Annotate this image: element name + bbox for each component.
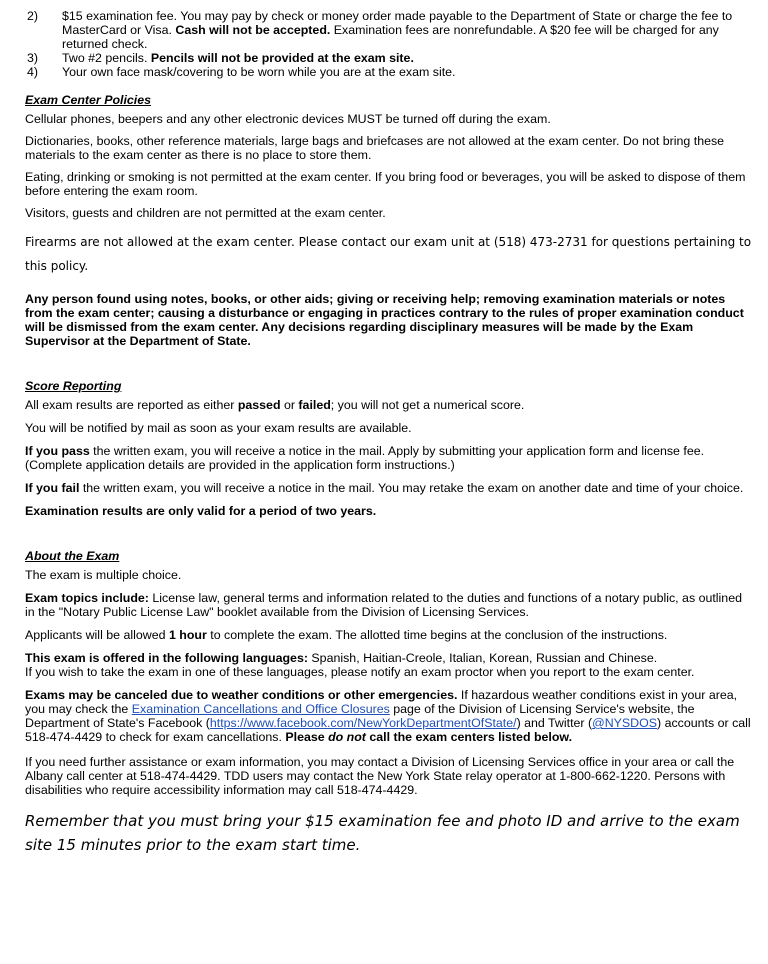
score-validity: Examination results are only valid for a period of two years. [25, 504, 377, 518]
score-fail: If you fail the written exam, you will receive a notice in the mail. You may retake the exam on another date and time of your choice. [25, 481, 744, 495]
facebook-link[interactable]: https://www.facebook.com/NewYorkDepartmentOfState/ [209, 716, 517, 730]
requirement-item: 3) Two #2 pencils. Pencils will not be provided at the exam site. [27, 51, 414, 65]
section-heading-exam-center: Exam Center Policies [25, 93, 152, 107]
requirements-list [25, 9, 753, 79]
policy-conduct: Any person found using notes, books, or other aids; giving or receiving help; removing examination materials or notes from the exam center; causing a disturbance or engaging in practices contrary to the rules of proper examination conduct will be dismissed from the exam center. Any decisions regarding disciplinary measures will be made by the Exam Supervisor at the Department of State. [25, 292, 744, 348]
about-cancellations: Exams may be canceled due to weather conditions or other emergencies. If hazardous weather conditions exist in your area, you may check the Examination Cancellations and Office Closures page of the Division of Licensing Service's website, the Department of State's Facebook (https://www.facebook.com/NewYorkDepartmentOfState/) and Twitter (@NYSDOS) accounts or call 518-474-4429 to check for exam cancellations. Please do not call the exam centers listed below. [25, 688, 751, 744]
document-page [25, 9, 753, 857]
about-languages: This exam is offered in the following languages: Spanish, Haitian-Creole, Italian, Korean, Russian and Chinese. If you wish to take the exam in one of these languages, please notify an exam proctor when you report to the exam center. [25, 651, 695, 679]
about-assistance: If you need further assistance or exam information, you may contact a Division of Licensing Services office in your area or call the Albany call center at 518-474-4429. TDD users may contact the New York State relay operator at 1-800-662-1220. Persons with disabilities who require accessibility information may call 518-474-4429. [25, 755, 735, 797]
section-heading-score: Score Reporting [25, 379, 122, 393]
cancellations-link[interactable]: Examination Cancellations and Office Closures [131, 702, 390, 716]
policy-food: Eating, drinking or smoking is not permitted at the exam center. If you bring food or beverages, you will be asked to dispose of them before entering the exam room. [25, 170, 746, 198]
about-topics: Exam topics include: License law, general terms and information related to the duties and functions of a notary public, as outlined in the "Notary Public License Law" booklet available from the Division of Licensing Services. [25, 591, 742, 619]
list-number: 2) [27, 9, 39, 23]
requirement-item: 4) Your own face mask/covering to be worn while you are at the exam site. [27, 65, 456, 79]
section-heading-about: About the Exam [25, 549, 120, 563]
policy-visitors: Visitors, guests and children are not permitted at the exam center. [25, 206, 386, 220]
requirement-item: 2) $15 examination fee. You may pay by check or money order made payable to the Department of State or charge the fee to MasterCard or Visa. Cash will not be accepted. Examination fees are nonrefundable. A $20 fee will be charged for any returned check. [27, 9, 733, 51]
twitter-link[interactable]: @NYSDOS [592, 716, 658, 730]
policy-electronics: Cellular phones, beepers and any other electronic devices MUST be turned off during the exam. [25, 112, 551, 126]
score-pass: If you pass the written exam, you will receive a notice in the mail. Apply by submitting your application form and license fee. (Complete application details are provided in the application form instructions.) [25, 444, 705, 472]
list-number: 3) [27, 51, 39, 65]
closing-reminder: Remember that you must bring your $15 examination fee and photo ID and arrive to the exam site 15 minutes prior to the exam start time. [25, 812, 740, 854]
about-duration: Applicants will be allowed 1 hour to complete the exam. The allotted time begins at the conclusion of the instructions. [25, 628, 668, 642]
about-format: The exam is multiple choice. [25, 568, 182, 582]
policy-materials: Dictionaries, books, other reference materials, large bags and briefcases are not allowed at the exam center. Do not bring these materials to the exam center as there is no place to store them. [25, 134, 725, 162]
score-notify: You will be notified by mail as soon as your exam results are available. [25, 421, 412, 435]
list-number: 4) [27, 65, 39, 79]
score-results: All exam results are reported as either passed or failed; you will not get a numerical score. [25, 398, 525, 412]
policy-firearms: Firearms are not allowed at the exam center. Please contact our exam unit at (518) 473-2731 for questions pertaining to this policy. [25, 235, 752, 273]
